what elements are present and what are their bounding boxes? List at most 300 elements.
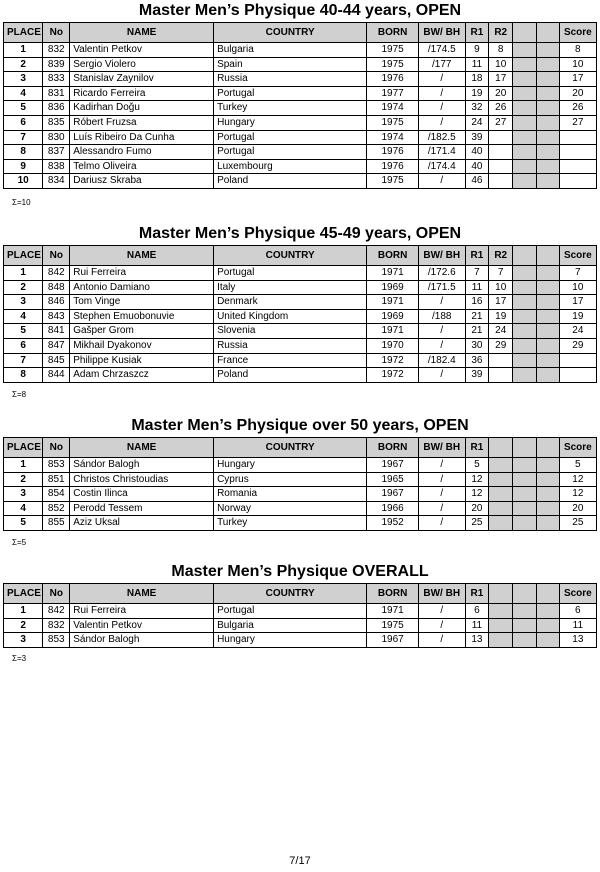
table-row: [4, 353, 597, 368]
blank-cell: [536, 174, 559, 189]
competitor-count: Σ=5: [12, 538, 27, 547]
blank-cell: [536, 145, 559, 160]
number-cell: 848: [43, 280, 70, 295]
score-cell: 13: [559, 633, 596, 648]
score-cell: 25: [559, 516, 596, 531]
place-cell: 1: [4, 458, 43, 473]
r2-cell: 17: [489, 72, 513, 87]
blank-cell: [513, 324, 537, 339]
bw-bh-cell: /182.5: [418, 130, 465, 145]
r1-cell: 7: [465, 266, 489, 281]
born-cell: 1967: [367, 633, 419, 648]
number-cell: 843: [43, 309, 70, 324]
bw-bh-cell: /: [418, 604, 465, 619]
header-bw-bh: BW/ BH: [418, 584, 465, 604]
born-cell: 1976: [367, 145, 419, 160]
table-row: [4, 145, 597, 160]
place-cell: 6: [4, 115, 43, 130]
place-cell: 3: [4, 295, 43, 310]
born-cell: 1967: [367, 458, 419, 473]
r2-cell: [489, 458, 513, 473]
country-cell: Italy: [214, 280, 367, 295]
country-cell: Norway: [214, 501, 367, 516]
table-header-row: [4, 246, 597, 266]
r1-cell: 13: [465, 633, 489, 648]
bw-bh-cell: /: [418, 174, 465, 189]
born-cell: 1971: [367, 266, 419, 281]
number-cell: 844: [43, 368, 70, 383]
score-cell: 29: [559, 338, 596, 353]
place-cell: 5: [4, 101, 43, 116]
place-cell: 4: [4, 501, 43, 516]
name-cell: Rui Ferreira: [70, 604, 214, 619]
bw-bh-cell: /: [418, 472, 465, 487]
place-cell: 2: [4, 618, 43, 633]
table-row: [4, 101, 597, 116]
bw-bh-cell: /: [418, 86, 465, 101]
r2-cell: [489, 159, 513, 174]
born-cell: 1969: [367, 280, 419, 295]
place-cell: 4: [4, 86, 43, 101]
r1-cell: 16: [465, 295, 489, 310]
results-table: [3, 22, 597, 189]
score-cell: 27: [559, 115, 596, 130]
header-place: PLACE: [4, 23, 43, 43]
header-no: No: [43, 438, 70, 458]
blank-cell: [536, 472, 559, 487]
number-cell: 842: [43, 604, 70, 619]
place-cell: 6: [4, 338, 43, 353]
place-cell: 5: [4, 516, 43, 531]
name-cell: Philippe Kusiak: [70, 353, 214, 368]
number-cell: 845: [43, 353, 70, 368]
name-cell: Perodd Tessem: [70, 501, 214, 516]
place-cell: 2: [4, 57, 43, 72]
table-row: [4, 86, 597, 101]
r1-cell: 46: [465, 174, 489, 189]
table-row: [4, 487, 597, 502]
blank-cell: [536, 633, 559, 648]
score-cell: 12: [559, 472, 596, 487]
blank-cell: [513, 353, 537, 368]
results-section: [0, 561, 600, 663]
table-row: [4, 501, 597, 516]
born-cell: 1974: [367, 101, 419, 116]
number-cell: 855: [43, 516, 70, 531]
name-cell: Alessandro Fumo: [70, 145, 214, 160]
blank-cell: [513, 266, 537, 281]
blank-cell: [513, 458, 537, 473]
score-cell: 26: [559, 101, 596, 116]
number-cell: 830: [43, 130, 70, 145]
header-place: PLACE: [4, 584, 43, 604]
table-row: [4, 472, 597, 487]
score-cell: 17: [559, 72, 596, 87]
header-r1: R1: [465, 23, 489, 43]
header-blank: [513, 23, 537, 43]
header-no: No: [43, 246, 70, 266]
results-table: [3, 437, 597, 531]
r2-cell: 7: [489, 266, 513, 281]
table-row: [4, 618, 597, 633]
r1-cell: 20: [465, 501, 489, 516]
place-cell: 1: [4, 43, 43, 58]
header-country: COUNTRY: [214, 246, 367, 266]
header-r1: R1: [465, 438, 489, 458]
header-born: BORN: [367, 23, 419, 43]
score-cell: [559, 130, 596, 145]
score-cell: 20: [559, 86, 596, 101]
place-cell: 8: [4, 145, 43, 160]
bw-bh-cell: /: [418, 501, 465, 516]
blank-cell: [536, 353, 559, 368]
country-cell: Romania: [214, 487, 367, 502]
r2-cell: [489, 501, 513, 516]
r1-cell: 24: [465, 115, 489, 130]
section-title: Master Men’s Physique 40-44 years, OPEN: [138, 2, 462, 19]
score-cell: 7: [559, 266, 596, 281]
country-cell: Poland: [214, 368, 367, 383]
born-cell: 1976: [367, 159, 419, 174]
country-cell: France: [214, 353, 367, 368]
bw-bh-cell: /: [418, 368, 465, 383]
bw-bh-cell: /: [418, 487, 465, 502]
name-cell: Telmo Oliveira: [70, 159, 214, 174]
name-cell: Gašper Grom: [70, 324, 214, 339]
blank-cell: [513, 280, 537, 295]
country-cell: Denmark: [214, 295, 367, 310]
name-cell: Tom Vinge: [70, 295, 214, 310]
r1-cell: 25: [465, 516, 489, 531]
r1-cell: 30: [465, 338, 489, 353]
header-blank: [513, 438, 537, 458]
header-name: NAME: [70, 23, 214, 43]
born-cell: 1975: [367, 618, 419, 633]
score-cell: 6: [559, 604, 596, 619]
born-cell: 1975: [367, 43, 419, 58]
country-cell: Bulgaria: [214, 618, 367, 633]
place-cell: 1: [4, 266, 43, 281]
header-r1: R1: [465, 584, 489, 604]
bw-bh-cell: /171.5: [418, 280, 465, 295]
name-cell: Stephen Emuobonuvie: [70, 309, 214, 324]
score-cell: 20: [559, 501, 596, 516]
blank-cell: [513, 618, 537, 633]
header-place: PLACE: [4, 438, 43, 458]
r2-cell: 24: [489, 324, 513, 339]
r2-cell: [489, 633, 513, 648]
section-title: Master Men’s Physique OVERALL: [171, 563, 429, 580]
header-blank: [536, 438, 559, 458]
blank-cell: [536, 368, 559, 383]
r1-cell: 39: [465, 368, 489, 383]
number-cell: 833: [43, 72, 70, 87]
name-cell: Christos Christoudias: [70, 472, 214, 487]
r1-cell: 5: [465, 458, 489, 473]
r1-cell: 21: [465, 309, 489, 324]
table-row: [4, 458, 597, 473]
name-cell: Ricardo Ferreira: [70, 86, 214, 101]
blank-cell: [536, 266, 559, 281]
table-row: [4, 130, 597, 145]
r1-cell: 21: [465, 324, 489, 339]
header-place: PLACE: [4, 246, 43, 266]
country-cell: Russia: [214, 72, 367, 87]
header-bw-bh: BW/ BH: [418, 246, 465, 266]
name-cell: Kadirhan Doğu: [70, 101, 214, 116]
r2-cell: [489, 145, 513, 160]
name-cell: Mikhail Dyakonov: [70, 338, 214, 353]
header-blank: [513, 246, 537, 266]
place-cell: 3: [4, 72, 43, 87]
born-cell: 1971: [367, 604, 419, 619]
r1-cell: 12: [465, 472, 489, 487]
place-cell: 3: [4, 633, 43, 648]
blank-cell: [536, 101, 559, 116]
competitor-count: Σ=8: [12, 390, 27, 399]
place-cell: 2: [4, 280, 43, 295]
country-cell: Portugal: [214, 130, 367, 145]
header-blank: [513, 584, 537, 604]
results-section: [0, 415, 600, 547]
score-cell: 17: [559, 295, 596, 310]
country-cell: Poland: [214, 174, 367, 189]
blank-cell: [536, 43, 559, 58]
number-cell: 836: [43, 101, 70, 116]
bw-bh-cell: /182.4: [418, 353, 465, 368]
r1-cell: 11: [465, 280, 489, 295]
number-cell: 846: [43, 295, 70, 310]
blank-cell: [513, 72, 537, 87]
blank-cell: [513, 338, 537, 353]
number-cell: 853: [43, 458, 70, 473]
country-cell: Russia: [214, 338, 367, 353]
born-cell: 1972: [367, 368, 419, 383]
r2-cell: 29: [489, 338, 513, 353]
table-row: [4, 309, 597, 324]
section-title: Master Men’s Physique over 50 years, OPEN: [131, 417, 469, 434]
blank-cell: [536, 115, 559, 130]
country-cell: Portugal: [214, 145, 367, 160]
r1-cell: 19: [465, 86, 489, 101]
blank-cell: [536, 324, 559, 339]
header-bw-bh: BW/ BH: [418, 23, 465, 43]
name-cell: Luís Ribeiro Da Cunha: [70, 130, 214, 145]
score-cell: [559, 174, 596, 189]
born-cell: 1971: [367, 324, 419, 339]
results-table: [3, 583, 597, 648]
country-cell: Slovenia: [214, 324, 367, 339]
score-cell: [559, 353, 596, 368]
bw-bh-cell: /174.5: [418, 43, 465, 58]
score-cell: 5: [559, 458, 596, 473]
blank-cell: [513, 86, 537, 101]
born-cell: 1970: [367, 338, 419, 353]
country-cell: Portugal: [214, 86, 367, 101]
blank-cell: [513, 501, 537, 516]
header-bw-bh: BW/ BH: [418, 438, 465, 458]
country-cell: Hungary: [214, 115, 367, 130]
country-cell: Luxembourg: [214, 159, 367, 174]
header-r2: R2: [489, 23, 513, 43]
bw-bh-cell: /172.6: [418, 266, 465, 281]
r2-cell: [489, 130, 513, 145]
place-cell: 7: [4, 130, 43, 145]
bw-bh-cell: /: [418, 338, 465, 353]
score-cell: 12: [559, 487, 596, 502]
place-cell: 1: [4, 604, 43, 619]
bw-bh-cell: /171.4: [418, 145, 465, 160]
r1-cell: 11: [465, 618, 489, 633]
born-cell: 1975: [367, 57, 419, 72]
blank-cell: [513, 57, 537, 72]
name-cell: Adam Chrzaszcz: [70, 368, 214, 383]
table-row: [4, 280, 597, 295]
competitor-count: Σ=3: [12, 654, 27, 663]
born-cell: 1952: [367, 516, 419, 531]
r1-cell: 9: [465, 43, 489, 58]
table-row: [4, 174, 597, 189]
r2-cell: 10: [489, 57, 513, 72]
number-cell: 852: [43, 501, 70, 516]
country-cell: Turkey: [214, 516, 367, 531]
number-cell: 842: [43, 266, 70, 281]
header-country: COUNTRY: [214, 584, 367, 604]
country-cell: Hungary: [214, 633, 367, 648]
table-header-row: [4, 23, 597, 43]
r2-cell: 8: [489, 43, 513, 58]
name-cell: Costin Ilinca: [70, 487, 214, 502]
born-cell: 1966: [367, 501, 419, 516]
number-cell: 835: [43, 115, 70, 130]
table-row: [4, 368, 597, 383]
header-born: BORN: [367, 438, 419, 458]
score-cell: [559, 368, 596, 383]
number-cell: 839: [43, 57, 70, 72]
blank-cell: [536, 501, 559, 516]
blank-cell: [513, 295, 537, 310]
r1-cell: 32: [465, 101, 489, 116]
blank-cell: [536, 295, 559, 310]
table-row: [4, 633, 597, 648]
header-blank: [536, 584, 559, 604]
bw-bh-cell: /: [418, 295, 465, 310]
r2-cell: [489, 472, 513, 487]
r1-cell: 6: [465, 604, 489, 619]
blank-cell: [513, 130, 537, 145]
born-cell: 1977: [367, 86, 419, 101]
r2-cell: [489, 368, 513, 383]
blank-cell: [536, 130, 559, 145]
born-cell: 1976: [367, 72, 419, 87]
score-cell: 8: [559, 43, 596, 58]
name-cell: Stanislav Zaynilov: [70, 72, 214, 87]
born-cell: 1972: [367, 353, 419, 368]
page-number: 7/17: [289, 855, 311, 867]
born-cell: 1965: [367, 472, 419, 487]
score-cell: 19: [559, 309, 596, 324]
header-score: Score: [559, 584, 596, 604]
header-country: COUNTRY: [214, 438, 367, 458]
header-name: NAME: [70, 438, 214, 458]
blank-cell: [536, 458, 559, 473]
bw-bh-cell: /: [418, 618, 465, 633]
name-cell: Róbert Fruzsa: [70, 115, 214, 130]
header-blank: [536, 23, 559, 43]
place-cell: 7: [4, 353, 43, 368]
country-cell: Spain: [214, 57, 367, 72]
bw-bh-cell: /174.4: [418, 159, 465, 174]
table-row: [4, 43, 597, 58]
blank-cell: [536, 487, 559, 502]
r1-cell: 39: [465, 130, 489, 145]
blank-cell: [513, 472, 537, 487]
bw-bh-cell: /: [418, 458, 465, 473]
place-cell: 5: [4, 324, 43, 339]
table-row: [4, 57, 597, 72]
table-row: [4, 72, 597, 87]
r2-cell: 26: [489, 101, 513, 116]
table-row: [4, 295, 597, 310]
country-cell: Bulgaria: [214, 43, 367, 58]
number-cell: 834: [43, 174, 70, 189]
name-cell: Antonio Damiano: [70, 280, 214, 295]
table-row: [4, 115, 597, 130]
country-cell: Hungary: [214, 458, 367, 473]
r1-cell: 11: [465, 57, 489, 72]
bw-bh-cell: /: [418, 72, 465, 87]
blank-cell: [536, 618, 559, 633]
blank-cell: [513, 174, 537, 189]
table-row: [4, 266, 597, 281]
blank-cell: [513, 368, 537, 383]
blank-cell: [536, 280, 559, 295]
blank-cell: [513, 145, 537, 160]
name-cell: Valentin Petkov: [70, 43, 214, 58]
r2-cell: [489, 487, 513, 502]
header-r2: [489, 584, 513, 604]
number-cell: 841: [43, 324, 70, 339]
blank-cell: [536, 57, 559, 72]
blank-cell: [513, 604, 537, 619]
header-born: BORN: [367, 246, 419, 266]
name-cell: Rui Ferreira: [70, 266, 214, 281]
score-cell: 10: [559, 57, 596, 72]
header-r2: [489, 438, 513, 458]
r2-cell: [489, 174, 513, 189]
name-cell: Valentin Petkov: [70, 618, 214, 633]
number-cell: 837: [43, 145, 70, 160]
blank-cell: [513, 159, 537, 174]
blank-cell: [513, 633, 537, 648]
score-cell: 24: [559, 324, 596, 339]
blank-cell: [513, 115, 537, 130]
r1-cell: 40: [465, 145, 489, 160]
born-cell: 1967: [367, 487, 419, 502]
name-cell: Sándor Balogh: [70, 633, 214, 648]
table-row: [4, 324, 597, 339]
table-header-row: [4, 584, 597, 604]
score-cell: 11: [559, 618, 596, 633]
bw-bh-cell: /: [418, 101, 465, 116]
blank-cell: [536, 159, 559, 174]
table-row: [4, 604, 597, 619]
r2-cell: 10: [489, 280, 513, 295]
blank-cell: [536, 309, 559, 324]
blank-cell: [513, 43, 537, 58]
blank-cell: [536, 338, 559, 353]
number-cell: 832: [43, 43, 70, 58]
